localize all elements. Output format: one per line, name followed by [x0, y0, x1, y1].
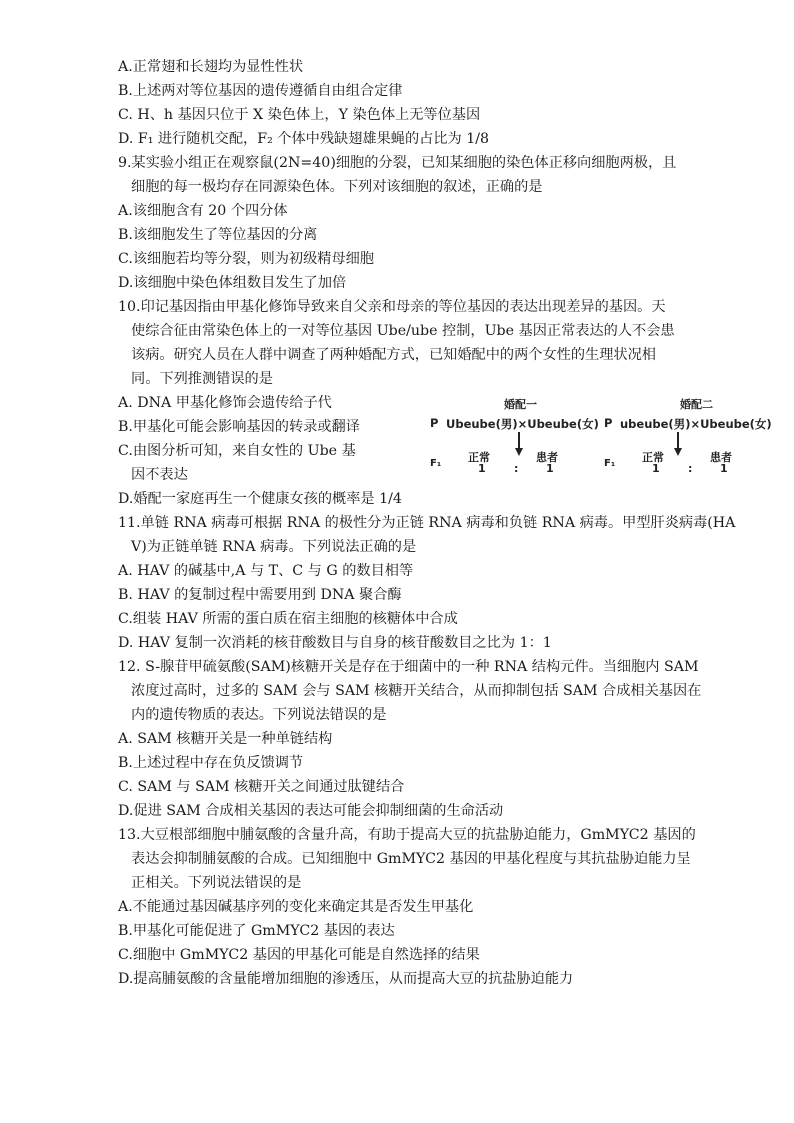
- option-11a: A. HAV 的碱基中,A 与 T、C 与 G 的数目相等: [118, 563, 414, 579]
- cross-one-title: 婚配一: [504, 398, 537, 411]
- option-9d: D.该细胞中染色体组数目发生了加倍: [118, 275, 347, 291]
- option-8b: B.上述两对等位基因的遗传遵循自由组合定律: [118, 83, 403, 99]
- option-12a: A. SAM 核糖开关是一种单链结构: [118, 731, 333, 747]
- option-11c: C.组装 HAV 所需的蛋白质在宿主细胞的核糖体中合成: [118, 611, 458, 627]
- question-9-stem-cont: 细胞的每一极均存在同源染色体。下列对该细胞的叙述，正确的是: [131, 179, 543, 195]
- cross-two-ratio-colon: :: [688, 462, 693, 475]
- cross-two-title: 婚配二: [680, 398, 713, 411]
- option-13a: A.不能通过基因碱基序列的变化来确定其是否发生甲基化: [118, 899, 474, 915]
- question-12-stem-cont-1: 浓度过高时，过多的 SAM 会与 SAM 核糖开关结合，从而抑制包括 SAM 合成相关基因在: [131, 683, 702, 699]
- cross-one-parents: Ubeube(男)×Ubeube(女): [446, 417, 599, 431]
- cross-one-f1-label: F₁: [430, 458, 442, 469]
- cross-one-ratio-colon: :: [514, 462, 519, 475]
- option-8c: C. H、h 基因只位于 X 染色体上，Y 染色体上无等位基因: [118, 107, 481, 123]
- option-12c: C. SAM 与 SAM 核糖开关之间通过肽键结合: [118, 779, 405, 795]
- option-10b: B.甲基化可能会影响基因的转录或翻译: [118, 419, 360, 435]
- cross-two-parents: ubeube(男)×Ubeube(女): [620, 417, 772, 431]
- option-12b: B.上述过程中存在负反馈调节: [118, 755, 304, 771]
- question-10-stem-cont-2: 该病。研究人员在人群中调查了两种婚配方式，已知婚配中的两个女性的生理状况相: [131, 347, 656, 363]
- option-13c: C.细胞中 GmMYC2 基因的甲基化可能是自然选择的结果: [118, 947, 480, 963]
- question-12-stem-cont-2: 内的遗传物质的表达。下列说法错误的是: [131, 707, 387, 723]
- option-9c: C.该细胞若均等分裂，则为初级精母细胞: [118, 251, 375, 267]
- cross-one-affected-ratio: 1: [546, 462, 554, 475]
- question-13-stem-cont-1: 表达会抑制脯氨酸的合成。已知细胞中 GmMYC2 基因的甲基化程度与其抗盐胁迫能力呈: [131, 851, 691, 867]
- cross-one-affected-label: 患者: [536, 451, 558, 464]
- cross-two-normal-label: 正常: [642, 451, 664, 464]
- question-12-stem: 12. S-腺苷甲硫氨酸(SAM)核糖开关是存在于细菌中的一种 RNA 结构元件。当细胞内 SAM: [118, 659, 699, 675]
- option-9a: A.该细胞含有 20 个四分体: [118, 203, 288, 219]
- question-10-stem-cont-1: 使综合征由常染色体上的一对等位基因 Ube/ube 控制，Ube 基因正常表达的人不会患: [131, 323, 675, 339]
- option-8a: A.正常翅和长翅均为显性性状: [118, 59, 304, 75]
- cross-one-normal-ratio: 1: [478, 462, 486, 475]
- option-9b: B.该细胞发生了等位基因的分离: [118, 227, 318, 243]
- question-10-stem: 10.印记基因指由甲基化修饰导致来自父亲和母亲的等位基因的表达出现差异的基因。天: [118, 299, 666, 315]
- cross-two-p-label: P: [604, 416, 613, 430]
- option-13b: B.甲基化可能促进了 GmMYC2 基因的表达: [118, 923, 395, 939]
- question-13-stem: 13.大豆根部细胞中脯氨酸的含量升高，有助于提高大豆的抗盐胁迫能力，GmMYC2 基因的: [118, 827, 696, 843]
- cross-two-arrow-head: [674, 448, 682, 456]
- option-12d: D.促进 SAM 合成相关基因的表达可能会抑制细菌的生命活动: [118, 803, 504, 819]
- cross-two-diagram: [604, 396, 774, 476]
- question-13-stem-cont-2: 正相关。下列说法错误的是: [131, 875, 302, 891]
- cross-two-normal-ratio: 1: [652, 462, 660, 475]
- question-11-stem: 11.单链 RNA 病毒可根据 RNA 的极性分为正链 RNA 病毒和负链 RNA 病毒。甲型肝炎病毒(HA: [118, 515, 736, 531]
- option-13d: D.提高脯氨酸的含量能增加细胞的渗透压，从而提高大豆的抗盐胁迫能力: [118, 971, 574, 987]
- cross-two-affected-ratio: 1: [720, 462, 728, 475]
- cross-two-f1-label: F₁: [604, 458, 616, 469]
- cross-one-p-label: P: [430, 416, 439, 430]
- question-11-stem-cont: V)为正链单链 RNA 病毒。下列说法正确的是: [131, 539, 417, 555]
- option-10d: D.婚配一家庭再生一个健康女孩的概率是 1/4: [118, 491, 402, 507]
- option-11b: B. HAV 的复制过程中需要用到 DNA 聚合酶: [118, 587, 402, 603]
- question-10-stem-cont-3: 同。下列推测错误的是: [131, 371, 273, 387]
- cross-one-diagram: [430, 396, 600, 476]
- cross-one-arrow-head: [515, 448, 523, 456]
- option-11d: D. HAV 复制一次消耗的核苷酸数目与自身的核苷酸数目之比为 1：1: [118, 635, 552, 651]
- option-8d: D. F₁ 进行随机交配，F₂ 个体中残缺翅雄果蝇的占比为 1/8: [118, 131, 490, 147]
- cross-one-normal-label: 正常: [468, 451, 490, 464]
- question-9-stem: 9.某实验小组正在观察鼠(2N=40)细胞的分裂，已知某细胞的染色体正移向细胞两极，且: [118, 155, 677, 171]
- option-10c-cont: 因不表达: [131, 467, 188, 483]
- option-10a: A. DNA 甲基化修饰会遗传给子代: [118, 395, 332, 411]
- option-10c: C.由图分析可知，来自女性的 Ube 基: [118, 443, 356, 459]
- cross-two-affected-label: 患者: [710, 451, 732, 464]
